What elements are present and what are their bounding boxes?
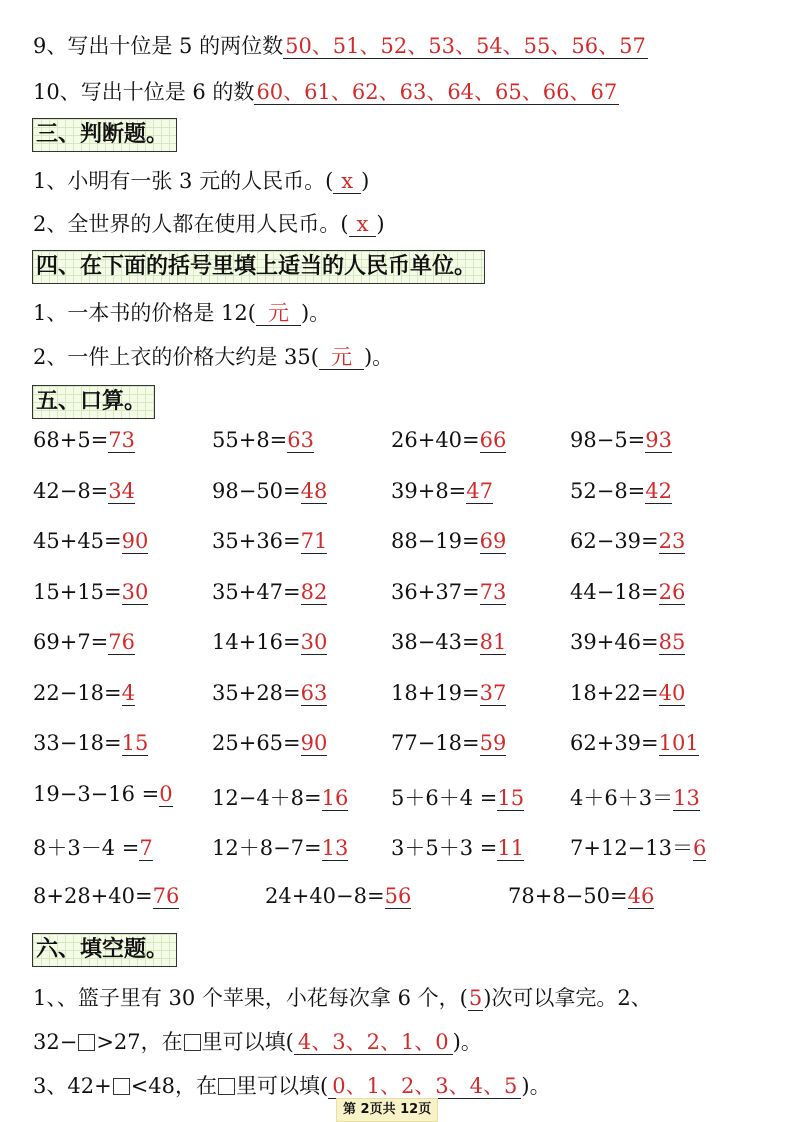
calc-answer: 15	[497, 785, 525, 810]
calc-answer: 71	[300, 529, 328, 553]
calc-expression: 33−18=	[33, 731, 122, 755]
calc-expression: 62−39=	[570, 529, 659, 553]
question-tail: )次可以拿完。2、	[483, 986, 652, 1010]
calc-item	[33, 832, 153, 862]
question-tail: )。	[300, 301, 331, 325]
calc-expression: 98−50=	[212, 478, 301, 503]
calc-item	[391, 529, 506, 553]
calc-expression: 35+36=	[212, 529, 301, 553]
calc-answer: 26	[658, 579, 686, 604]
question-text: 1、小明有一张 3 元的人民币。(	[33, 169, 334, 193]
calc-item	[33, 630, 135, 654]
calc-answer: 16	[321, 785, 349, 810]
section-heading-mental-math: 五、口算。	[32, 385, 155, 419]
calc-item	[570, 479, 672, 503]
calc-answer: 63	[287, 428, 315, 452]
calc-answer: 42	[645, 478, 673, 503]
answer: 0、1、2、3、4、5	[328, 1074, 521, 1099]
question-text: 1、、篮子里有 30 个苹果，小花每次拿 6 个，(	[33, 986, 468, 1010]
calc-expression: 22−18=	[33, 680, 122, 705]
calc-answer: 101	[658, 731, 699, 755]
calc-item	[212, 479, 327, 503]
calc-item	[33, 580, 148, 604]
calc-item	[33, 428, 135, 452]
calc-item	[212, 681, 327, 705]
calc-expression: 3＋5＋3 =	[391, 836, 498, 860]
calc-expression: 15+15=	[33, 579, 122, 604]
calc-expression: 78+8−50=	[508, 884, 628, 908]
calc-item	[212, 832, 348, 862]
calc-answer: 11	[497, 836, 525, 860]
section-heading-judgment: 三、判断题。	[32, 118, 177, 152]
calc-expression: 39+8=	[391, 478, 467, 503]
calc-expression: 12−4＋8=	[212, 785, 322, 810]
calc-expression: 36+37=	[391, 579, 480, 604]
question-tail: )	[376, 212, 385, 236]
calc-item	[391, 428, 506, 452]
calc-answer: 34	[108, 478, 136, 503]
unit-item-1	[33, 297, 330, 327]
calc-answer: 30	[121, 579, 149, 604]
calc-expression: 52−8=	[570, 478, 646, 503]
judgment-item-2	[33, 208, 385, 238]
answer: x	[349, 212, 377, 237]
calc-expression: 35+28=	[212, 680, 301, 705]
calc-expression: 19−3−16 =	[33, 781, 160, 806]
calc-answer: 63	[300, 680, 328, 705]
blank-box	[218, 1078, 235, 1095]
calc-answer: 13	[321, 836, 349, 860]
unit-item-2	[33, 341, 393, 371]
calc-answer: 82	[300, 579, 328, 604]
calc-item	[33, 529, 148, 553]
calc-expression: 25+65=	[212, 731, 301, 755]
question-text: 1、一本书的价格是 12(	[33, 301, 256, 325]
calc-expression: 8＋3－4 =	[33, 836, 140, 860]
calc-item	[212, 428, 314, 452]
calc-item	[212, 630, 327, 654]
answer: 60、61、62、63、64、65、66、67	[256, 80, 618, 104]
fill-item-1	[33, 982, 652, 1012]
blank-box	[113, 1078, 130, 1095]
judgment-item-1	[33, 165, 369, 195]
calc-expression: 42−8=	[33, 478, 109, 503]
question-text: 10、写出十位是 6 的数	[33, 80, 255, 104]
calc-answer: 4	[121, 680, 136, 705]
answer: 4、3、2、1、0	[294, 1030, 453, 1055]
answer: x	[333, 169, 361, 194]
answer: 元	[319, 345, 364, 370]
question-tail: )	[361, 169, 370, 193]
calc-answer: 40	[658, 680, 686, 705]
question-9	[33, 30, 648, 60]
calc-answer: 7	[139, 836, 153, 860]
calc-expression: 4＋6＋3＝	[570, 785, 674, 810]
calc-expression: 38−43=	[391, 630, 480, 654]
page-footer: 第 2页共 12页	[336, 1098, 438, 1122]
calc-item	[570, 529, 685, 553]
calc-item	[570, 580, 685, 604]
calc-expression: 35+47=	[212, 579, 301, 604]
calc-item	[391, 782, 524, 812]
calc-expression: 18+19=	[391, 680, 480, 705]
calc-item	[391, 630, 506, 654]
calc-answer: 23	[658, 529, 686, 553]
calc-item	[33, 782, 173, 806]
calc-expression: 98−5=	[570, 428, 646, 452]
question-text: <48，在	[130, 1074, 218, 1098]
calc-item	[391, 731, 506, 755]
answer: 元	[256, 301, 301, 326]
calc-expression: 7+12−13＝	[570, 836, 693, 860]
question-text: 32−	[33, 1030, 78, 1054]
calc-answer: 76	[152, 884, 180, 908]
calc-item	[391, 832, 524, 862]
question-text: 3、42+	[33, 1074, 112, 1098]
question-text: >27，在	[96, 1030, 183, 1054]
calc-item	[508, 884, 654, 908]
calc-item	[33, 731, 148, 755]
calc-answer: 46	[627, 884, 655, 908]
calc-answer: 30	[300, 630, 328, 654]
calc-expression: 24+40−8=	[265, 884, 385, 908]
calc-item	[570, 782, 700, 812]
question-text: 里可以填(	[236, 1074, 329, 1098]
calc-item	[265, 884, 411, 908]
question-text: 2、一件上衣的价格大约是 35(	[33, 345, 319, 369]
calc-expression: 26+40=	[391, 428, 480, 452]
calc-item	[570, 681, 685, 705]
calc-answer: 81	[479, 630, 507, 654]
calc-answer: 6	[693, 836, 707, 860]
question-10	[33, 76, 619, 106]
fill-item-2	[33, 1026, 482, 1056]
calc-item	[212, 580, 327, 604]
calc-answer: 90	[300, 731, 328, 755]
calc-item	[212, 529, 327, 553]
calc-item	[391, 479, 493, 503]
calc-answer: 56	[384, 884, 412, 908]
fill-item-3	[33, 1070, 551, 1100]
calc-item	[391, 681, 506, 705]
calc-expression: 62+39=	[570, 731, 659, 755]
calc-answer: 90	[121, 529, 149, 553]
calc-answer: 85	[658, 630, 686, 654]
calc-expression: 77−18=	[391, 731, 480, 755]
calc-expression: 55+8=	[212, 428, 288, 452]
calc-item	[33, 681, 135, 705]
calc-answer: 48	[300, 478, 328, 503]
calc-answer: 47	[466, 478, 494, 503]
calc-item	[212, 782, 348, 812]
calc-answer: 13	[673, 785, 700, 810]
calc-answer: 73	[479, 579, 507, 604]
calc-expression: 5＋6＋4 =	[391, 785, 498, 810]
calc-answer: 37	[479, 680, 507, 705]
calc-expression: 88−19=	[391, 529, 480, 553]
question-text: 2、全世界的人都在使用人民币。(	[33, 212, 349, 236]
answer: 5	[468, 986, 483, 1010]
calc-item	[570, 428, 672, 452]
calc-answer: 15	[121, 731, 149, 755]
section-heading-currency-unit: 四、在下面的括号里填上适当的人民币单位。	[32, 250, 485, 284]
calc-expression: 12＋8−7=	[212, 836, 322, 860]
answer: 50、51、52、53、54、55、56、57	[285, 34, 646, 58]
calc-answer: 0	[159, 781, 173, 806]
question-text: 里可以填(	[201, 1030, 294, 1054]
calc-answer: 73	[108, 428, 136, 452]
calc-item	[391, 580, 506, 604]
calc-expression: 39+46=	[570, 630, 659, 654]
question-tail: )。	[363, 345, 394, 369]
question-tail: )。	[452, 1030, 482, 1054]
calc-expression: 44−18=	[570, 579, 659, 604]
question-tail: )。	[521, 1074, 551, 1098]
calc-expression: 18+22=	[570, 680, 659, 705]
calc-item	[33, 884, 179, 908]
calc-answer: 59	[479, 731, 507, 755]
calc-item	[33, 479, 135, 503]
calc-expression: 68+5=	[33, 428, 109, 452]
calc-expression: 8+28+40=	[33, 884, 153, 908]
calc-answer: 76	[108, 630, 136, 654]
question-text: 9、写出十位是 5 的两位数	[33, 34, 284, 58]
calc-answer: 93	[645, 428, 673, 452]
calc-item	[570, 630, 685, 654]
calc-item	[570, 832, 706, 862]
calc-expression: 69+7=	[33, 630, 109, 654]
calc-answer: 66	[479, 428, 507, 452]
blank-box	[184, 1034, 201, 1051]
calc-item	[212, 731, 327, 755]
calc-answer: 69	[479, 529, 507, 553]
section-heading-fill-blank: 六、填空题。	[32, 933, 177, 967]
calc-item	[570, 731, 699, 755]
blank-box	[78, 1034, 95, 1051]
calc-expression: 14+16=	[212, 630, 301, 654]
calc-expression: 45+45=	[33, 529, 122, 553]
